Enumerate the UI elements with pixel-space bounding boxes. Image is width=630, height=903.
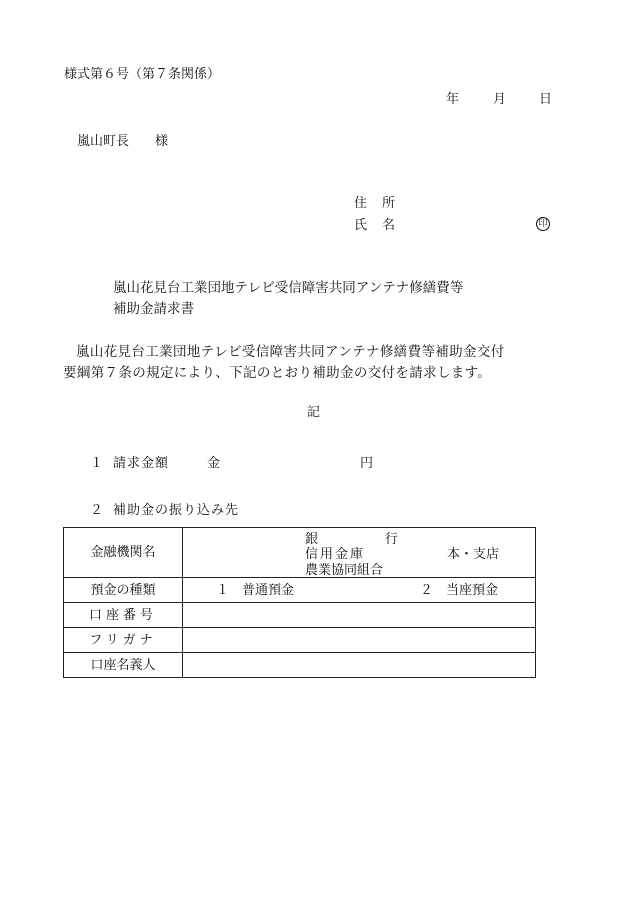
account-holder-label: 口座名義人 bbox=[64, 653, 183, 678]
account-holder-row bbox=[64, 653, 536, 678]
deposit-type-current: ２ 当座預金 bbox=[420, 583, 499, 598]
item1-kin: 金 bbox=[207, 456, 221, 471]
furigana-row bbox=[64, 628, 536, 653]
nokyo-option: 農業協同組合 bbox=[305, 563, 384, 578]
item1-label: 請求金額 bbox=[113, 456, 170, 471]
institution-row bbox=[64, 528, 536, 578]
furigana-label: フリガナ bbox=[64, 628, 183, 653]
account-number-row bbox=[64, 603, 536, 628]
document-title-line1: 嵐山花見台工業団地テレビ受信障害共同アンテナ修繕費等 bbox=[113, 280, 464, 296]
account-holder-value-cell bbox=[183, 653, 536, 678]
institution-label: 金融機関名 bbox=[64, 528, 183, 578]
body-text-line2: 要綱第７条の規定により、下記のとおり補助金の交付を請求します。 bbox=[63, 365, 492, 381]
addressee: 嵐山町長 様 bbox=[77, 134, 169, 149]
furigana-value-cell bbox=[183, 628, 536, 653]
institution-value-cell bbox=[183, 528, 536, 578]
date-day-label: 日 bbox=[539, 92, 553, 107]
form-number: 様式第６号（第７条関係） bbox=[64, 67, 221, 82]
deposit-type-row bbox=[64, 578, 536, 603]
address-label: 住所 bbox=[354, 196, 411, 211]
seal-mark: 印 bbox=[536, 217, 550, 231]
item2-label: 補助金の振り込み先 bbox=[113, 503, 240, 518]
deposit-type-value-cell bbox=[183, 578, 536, 603]
ginko-char-1: 銀 bbox=[305, 532, 319, 547]
document-title-line2: 補助金請求書 bbox=[113, 301, 194, 317]
date-month-label: 月 bbox=[493, 92, 507, 107]
account-number-label: 口座番号 bbox=[64, 603, 183, 628]
deposit-type-ordinary: １ 普通預金 bbox=[216, 583, 295, 598]
ginko-char-2: 行 bbox=[385, 532, 399, 547]
ki-heading: 記 bbox=[307, 405, 321, 420]
item2-number: ２ bbox=[90, 503, 104, 518]
account-number-value-cell bbox=[183, 603, 536, 628]
item1-number: １ bbox=[90, 456, 104, 471]
name-label: 氏名 bbox=[354, 218, 411, 233]
item1-yen: 円 bbox=[360, 456, 374, 471]
deposit-type-label: 預金の種類 bbox=[64, 578, 183, 603]
honshiten-label: 本・支店 bbox=[447, 547, 500, 562]
shinyo-kinko-option: 信用金庫 bbox=[305, 547, 366, 562]
bank-table bbox=[63, 527, 536, 678]
body-text-line1: 嵐山花見台工業団地テレビ受信障害共同アンテナ修繕費等補助金交付 bbox=[76, 344, 505, 360]
date-year-label: 年 bbox=[446, 92, 460, 107]
